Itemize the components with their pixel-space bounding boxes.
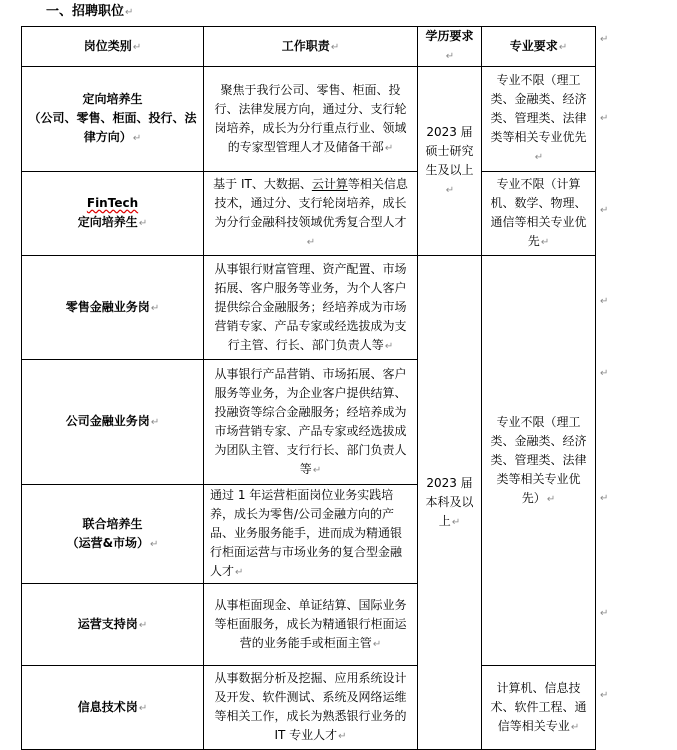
major-cell: 计算机、信息技术、软件工程、通信等相关专业↵ xyxy=(482,666,596,750)
major-cell: 专业不限（理工类、金融类、经济类、管理类、法律类等相关专业优先↵ xyxy=(482,67,596,172)
table-row xyxy=(22,67,596,172)
category-cell: 运营支持岗↵ xyxy=(22,584,204,666)
duty-cell: 从事银行财富管理、资产配置、市场拓展、客户服务等业务，为个人客户提供综合金融服务；经培养成为市场营销专家、产品专家或经选拔成为支行主管、行长、部门负责人等↵ xyxy=(204,256,418,360)
duty-cell: 从事数据分析及挖掘、应用系统设计及开发、软件测试、系统及网络运维等相关工作，成长为熟悉银行业务的 IT 专业人才↵ xyxy=(204,666,418,750)
category-cell: 定向培养生 （公司、零售、柜面、投行、法律方向）↵ xyxy=(22,67,204,172)
cloud-computing-term: 云计算 xyxy=(311,177,348,191)
category-cell: 零售金融业务岗↵ xyxy=(22,256,204,360)
row-end-mark-icon: ↵ xyxy=(600,296,609,307)
table-row xyxy=(22,666,596,750)
education-cell: 2023 届本科及以上↵ xyxy=(418,256,482,750)
section-title-text: 一、招聘职位 xyxy=(46,4,125,19)
education-cell: 2023 届硕士研究生及以上↵ xyxy=(418,67,482,256)
recruitment-table xyxy=(21,26,596,750)
table-row xyxy=(22,256,596,360)
duty-cell: 通过 1 年运营柜面岗位业务实践培养，成长为零售/公司金融方向的产品、业务服务能手，进而成为精通银行柜面运营与市场业务的复合型金融人才↵ xyxy=(204,485,418,584)
header-category: 岗位类别↵ xyxy=(22,27,204,67)
table-row xyxy=(22,172,596,256)
paragraph-mark-icon: ↵ xyxy=(125,7,134,18)
fintech-label: FinTech xyxy=(86,196,139,210)
row-end-mark-icon: ↵ xyxy=(600,34,609,45)
row-end-mark-icon: ↵ xyxy=(600,493,609,504)
major-cell: 专业不限（计算机、数学、物理、通信等相关专业优先↵ xyxy=(482,172,596,256)
major-cell: 专业不限（理工类、金融类、经济类、管理类、法律类等相关专业优先）↵ xyxy=(482,256,596,666)
category-cell: 信息技术岗↵ xyxy=(22,666,204,750)
table-header-row xyxy=(22,27,596,67)
duty-cell: 从事柜面现金、单证结算、国际业务等柜面服务，成长为精通银行柜面运营的业务能手或柜面主管↵ xyxy=(204,584,418,666)
category-cell: 联合培养生 （运营&市场）↵ xyxy=(22,485,204,584)
header-education: 学历要求↵ xyxy=(418,27,482,67)
category-cell: FinTech 定向培养生↵ xyxy=(22,172,204,256)
header-duty: 工作职责↵ xyxy=(204,27,418,67)
section-title xyxy=(46,3,133,22)
row-end-mark-icon: ↵ xyxy=(600,608,609,619)
header-major: 专业要求↵ xyxy=(482,27,596,67)
duty-cell: 从事银行产品营销、市场拓展、客户服务等业务，为企业客户提供结算、投融资等综合金融服务；经培养成为市场营销专家、产品专家或经选拔成为团队主管、支行行长、部门负责人等↵ xyxy=(204,360,418,485)
duty-cell: 聚焦于我行公司、零售、柜面、投行、法律发展方向，通过分、支行轮岗培养，成长为分行重点行业、领域的专家型管理人才及储备干部↵ xyxy=(204,67,418,172)
duty-cell: 基于 IT、大数据、云计算等相关信息技术，通过分、支行轮岗培养，成长为分行金融科技领域优秀复合型人才↵ xyxy=(204,172,418,256)
category-cell: 公司金融业务岗↵ xyxy=(22,360,204,485)
row-end-mark-icon: ↵ xyxy=(600,205,609,216)
row-end-mark-icon: ↵ xyxy=(600,113,609,124)
row-end-mark-icon: ↵ xyxy=(600,368,609,379)
row-end-mark-icon: ↵ xyxy=(600,690,609,701)
